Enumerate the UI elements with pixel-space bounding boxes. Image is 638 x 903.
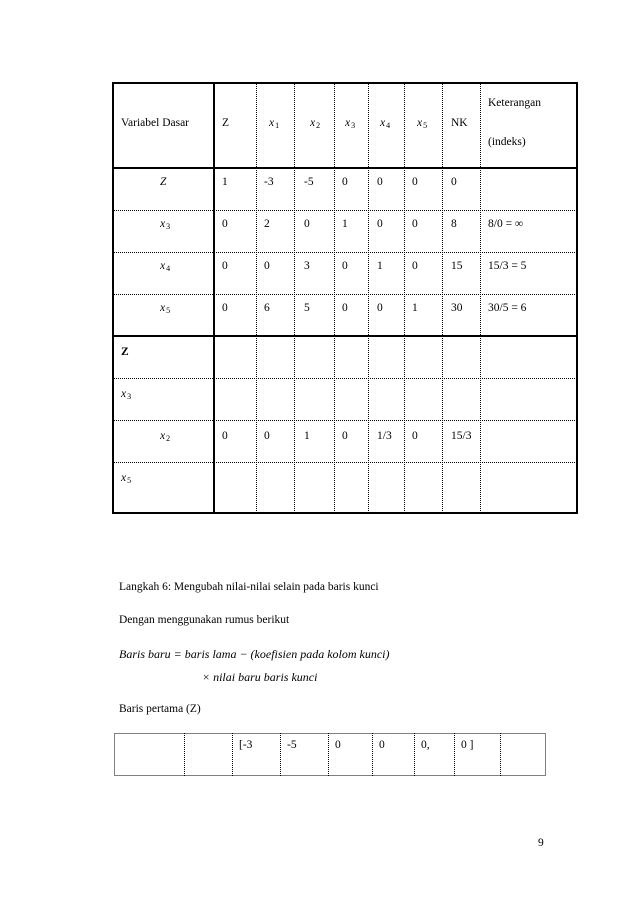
row2-basis: $x_3$	[160, 218, 171, 231]
header-x4: $x_4$	[380, 117, 391, 130]
header-indeks: (indeks)	[488, 136, 526, 148]
row7-x2: 1	[304, 430, 310, 442]
row1-x5: 0	[412, 176, 418, 188]
row7-basis: $x_2$	[160, 430, 171, 443]
row3-x2: 3	[304, 260, 310, 272]
row2-x3: 1	[342, 218, 348, 230]
row4-x2: 5	[304, 302, 310, 314]
row3-x4: 1	[377, 260, 383, 272]
row7-x4: 1/3	[377, 430, 392, 442]
row7-z: 0	[222, 430, 228, 442]
row1-x4: 0	[377, 176, 383, 188]
row6-basis: $x_3$	[121, 388, 132, 401]
row1-nk: 0	[451, 176, 457, 188]
first-row-label: Baris pertama (Z)	[119, 703, 201, 715]
header-nk: NK	[451, 117, 468, 129]
first-row-table-grid	[114, 733, 546, 776]
row1-x2: -5	[304, 176, 314, 188]
header-x5: $x_5$	[417, 117, 428, 130]
row3-nk: 15	[451, 260, 463, 272]
row2-x1: 2	[264, 218, 270, 230]
first-row-table	[114, 733, 546, 776]
row2-nk: 8	[451, 218, 457, 230]
row4-x4: 0	[377, 302, 383, 314]
row3-basis: $x_4$	[160, 260, 171, 273]
step6-heading: Langkah 6: Mengubah nilai-nilai selain pada baris kunci	[119, 581, 379, 593]
row2-x5: 0	[412, 218, 418, 230]
row3-ket: 15/3 = 5	[488, 260, 527, 272]
row3-z: 0	[222, 260, 228, 272]
row7-x1: 0	[264, 430, 270, 442]
header-z: Z	[222, 117, 230, 129]
header-basis: Variabel Dasar	[121, 117, 190, 129]
row3-x1: 0	[264, 260, 270, 272]
header-x2: $x_2$	[310, 117, 321, 130]
page-number: 9	[538, 837, 544, 849]
header-x1: $x_1$	[269, 117, 280, 130]
simplex-table	[112, 82, 578, 514]
first-row-cell-8: 0 ]	[461, 739, 474, 751]
row8-basis: $x_5$	[121, 472, 132, 485]
row3-x3: 0	[342, 260, 348, 272]
row4-x3: 0	[342, 302, 348, 314]
row4-basis: $x_5$	[160, 302, 171, 315]
first-row-cell-3: [-3	[239, 739, 253, 751]
first-row-cell-6: 0	[379, 739, 385, 751]
first-row-cell-4: -5	[287, 739, 297, 751]
formula-intro: Dengan menggunakan rumus berikut	[119, 614, 290, 626]
row7-x3: 0	[342, 430, 348, 442]
row1-x1: -3	[264, 176, 274, 188]
row4-ket: 30/5 = 6	[488, 302, 527, 314]
first-row-cell-5: 0	[335, 739, 341, 751]
header-x3: $x_3$	[345, 117, 356, 130]
row4-z: 0	[222, 302, 228, 314]
formula-line1: Baris baru = baris lama − (koefisien pada kolom kunci)	[119, 647, 390, 661]
row3-x5: 0	[412, 260, 418, 272]
row1-basis: Z	[160, 176, 167, 188]
row2-z: 0	[222, 218, 228, 230]
row2-ket: 8/0 = ∞	[488, 218, 524, 230]
formula-line2: × nilai baru baris kunci	[202, 670, 318, 684]
row1-x3: 0	[342, 176, 348, 188]
row7-nk: 15/3	[451, 430, 472, 442]
first-row-cell-7: 0,	[421, 739, 430, 751]
row1-z: 1	[222, 176, 228, 188]
row5-basis: Z	[121, 346, 129, 358]
header-keterangan: Keterangan	[488, 97, 541, 109]
row2-x2: 0	[304, 218, 310, 230]
row2-x4: 0	[377, 218, 383, 230]
row4-nk: 30	[451, 302, 463, 314]
row4-x1: 6	[264, 302, 270, 314]
row7-x5: 0	[412, 430, 418, 442]
row4-x5: 1	[412, 302, 418, 314]
